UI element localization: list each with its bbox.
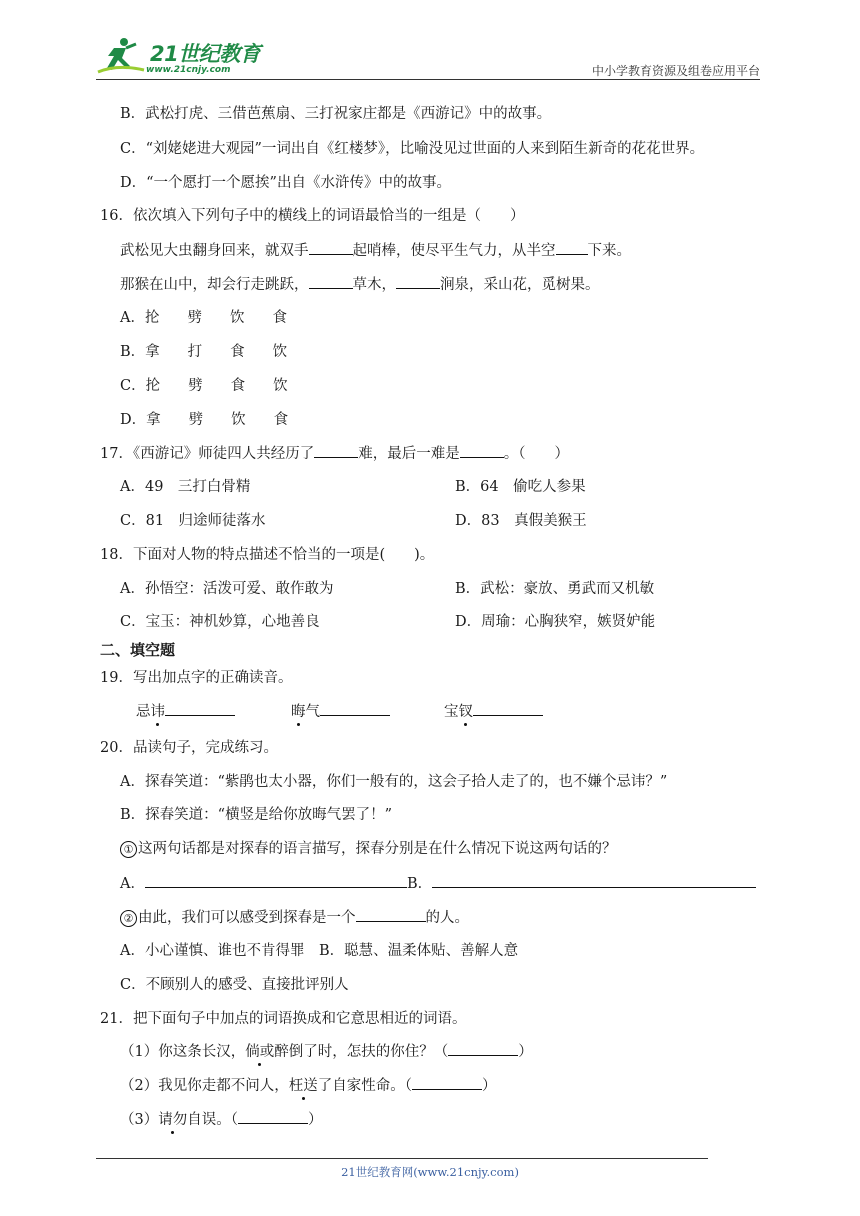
q20-options-ab: A．小心谨慎、谁也不肯得罪 B．聪慧、温柔体贴、善解人意 [120,943,519,959]
q17-option-c: C．81 归途师徒落水 [120,513,266,529]
section-title: 二、填空题 [100,641,176,659]
q15-option-b: B．武松打虎、三借芭蕉扇、三打祝家庄都是《西游记》中的故事。 [120,106,552,122]
q20-question-1: ① 这两句话都是对探春的语言描写，探春分别是在什么情况下说这两句话的？ [120,839,617,859]
blank[interactable] [460,443,504,458]
q16-stem: 16．依次填入下列句子中的横线上的词语最恰当的一组是（ ） [100,208,525,224]
blank[interactable] [309,240,353,255]
q19-item-1: 忌讳 [136,701,235,722]
q15-option-c: C．“刘姥姥进大观园”一词出自《红楼梦》，比喻没见过世面的人来到陌生新奇的花花世界。 [120,141,705,157]
q16-option-a: A．抡 劈 饮 食 [120,310,287,326]
q18-option-b: B．武松：豪放、勇武而又机敏 [455,581,655,597]
answer-line-a[interactable] [145,873,407,888]
q19-item-2: 晦气 [291,701,390,722]
answer-blank[interactable] [320,701,390,716]
blank[interactable] [314,443,358,458]
q15-option-d: D．“一个愿打一个愿挨”出自《水浒传》中的故事。 [120,175,451,191]
logo-brand-text: 21世纪教育 [150,42,261,66]
logo-url-text: www.21cnjy.com [146,65,231,75]
q21-item-2: （2）我见你走都不问人，枉送了自家性命。（ ） [120,1075,496,1096]
blank[interactable] [309,274,353,289]
header-divider [96,79,760,80]
q21-item-3: （3）请勿自误。（ ） [120,1109,322,1130]
platform-label: 中小学教育资源及组卷应用平台 [591,64,760,78]
answer-blank[interactable] [165,701,235,716]
q21-item-1: （1）你这条长汉，倘或醉倒了时，怎扶的你住？（ ） [120,1041,533,1062]
page-header [96,30,760,80]
q20-question-2: ② 由此，我们可以感受到探春是一个 的人。 [120,907,469,928]
q16-sentence-1: 武松见大虫翻身回来，就双手 起哨棒，使尽平生气力，从半空 下来。 [120,240,631,261]
q19-stem: 19．写出加点字的正确读音。 [100,670,293,686]
q18-option-d: D．周瑜：心胸狭窄，嫉贤妒能 [455,614,656,630]
q17-option-b: B．64 偷吃人参果 [455,479,586,495]
q16-option-b: B．拿 打 食 饮 [120,344,288,360]
footer-text: 21世纪教育网(www.21cnjy.com) [341,1165,519,1179]
answer-blank[interactable] [448,1041,518,1056]
footer-divider [96,1158,708,1159]
q20-option-c: C．不顾别人的感受、直接批评别人 [120,977,349,993]
answer-blank[interactable] [412,1075,482,1090]
q17-option-d: D．83 真假美猴王 [455,513,587,529]
q18-option-c: C．宝玉：神机妙算，心地善良 [120,614,320,630]
logo [96,36,276,78]
q16-option-c: C．抡 劈 食 饮 [120,378,288,394]
blank[interactable] [556,240,588,255]
q17-stem: 17．《西游记》师徒四人共经历了 难，最后一难是 。（ ） [100,443,569,464]
q18-option-a: A．孙悟空：活泼可爱、敢作敢为 [120,581,334,597]
answer-line-b[interactable] [432,873,756,888]
answer-blank[interactable] [473,701,543,716]
answer-blank[interactable] [356,907,426,922]
blank[interactable] [396,274,440,289]
q18-stem: 18．下面对人物的特点描述不恰当的一项是( )。 [100,547,435,563]
answer-blank[interactable] [238,1109,308,1124]
q19-item-3: 宝钗 [444,701,543,722]
q16-sentence-2: 那猴在山中，却会行走跳跃， 草木， 涧泉，采山花，觅树果。 [120,274,600,295]
q20-answer-lines: A． B． [120,873,756,894]
q17-option-a: A．49 三打白骨精 [120,479,251,495]
q21-stem: 21．把下面句子中加点的词语换成和它意思相近的词语。 [100,1011,467,1027]
q20-stem: 20．品读句子，完成练习。 [100,740,278,756]
q20-sentence-b: B．探春笑道：“横竖是给你放晦气罢了！” [120,807,392,823]
runner-logo-icon [96,36,146,76]
q20-sentence-a: A．探春笑道：“紫鹃也太小器，你们一般有的，这会子拾人走了的，也不嫌个忌讳？” [120,774,668,790]
q16-option-d: D．拿 劈 饮 食 [120,412,289,428]
